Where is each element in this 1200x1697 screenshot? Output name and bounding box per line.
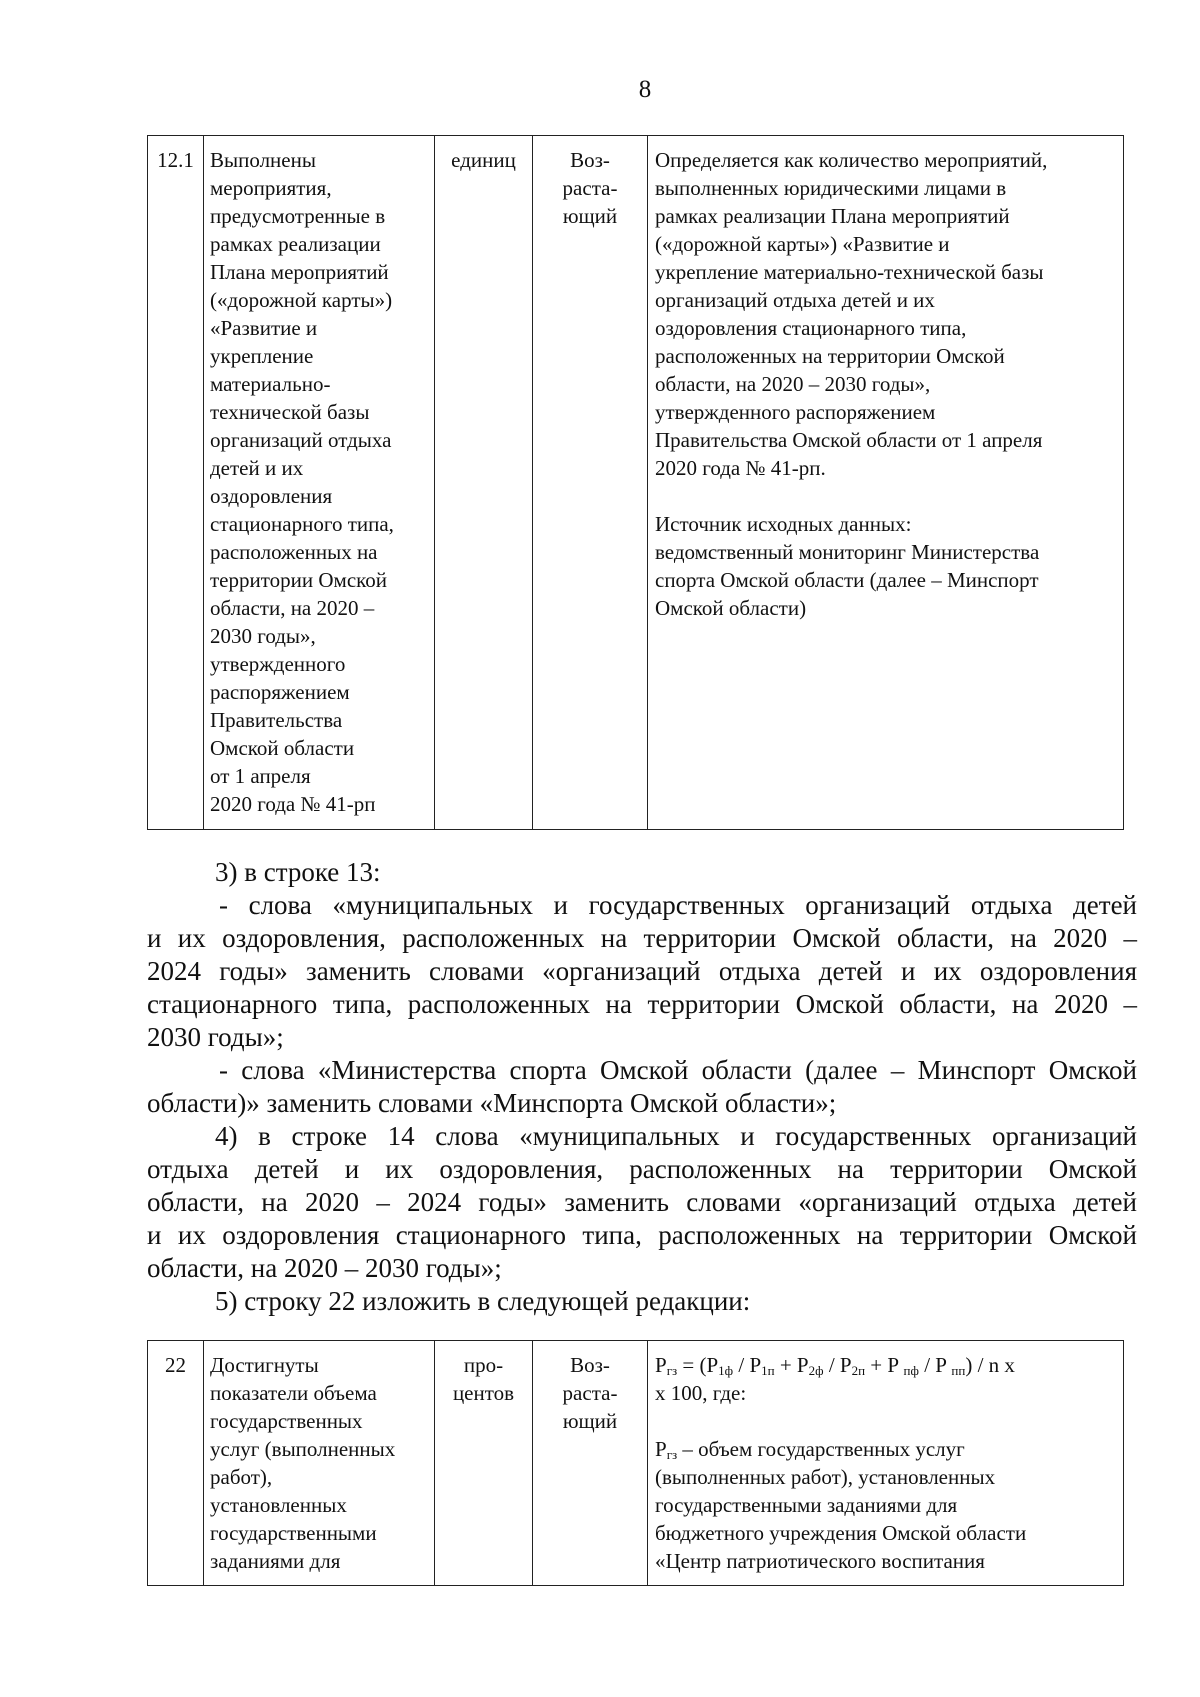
table-row bbox=[148, 1341, 1124, 1586]
paragraph-3-item-2: - слова «Министерства спорта Омской области (далее – Минспорт Омской области)» заменить словами «Минспорта Омской области»; bbox=[147, 1055, 1137, 1118]
indicator-table-row-22 bbox=[147, 1340, 1124, 1586]
trend-direction: Воз- раста- ющий bbox=[533, 136, 648, 830]
paragraph-3: 3) в строке 13: bbox=[215, 857, 381, 887]
definition-line: $P_{гз}$ – объем государственных услуг bbox=[655, 1437, 965, 1462]
indicator-name: Достигнуты показатели объема государственных услуг (выполненных работ), установленных государственными заданиями для bbox=[204, 1341, 435, 1586]
row-number: 12.1 bbox=[148, 136, 204, 830]
calculation-method: Определяется как количество мероприятий, выполненных юридическими лицами в рамках реализации Плана мероприятий («дорожной карты») «Развитие и укрепление материально-технической базы организаций отдыха детей и их оздоровления стационарного типа, расположенных на территории Омской области, на 2020 – 2030 годы», утвержденного распоряжением Правительства Омской области от 1 апреля 2020 года № 41-рп. Источник исходных данных: ведомственный мониторинг Министерства спорта Омской области (далее – Минспорт Омской области) bbox=[648, 136, 1124, 830]
paragraph-3-item-1: - слова «муниципальных и государственных организаций отдыха детей и их оздоровления, расположенных на территории Омской области, на 2020 – 2024 годы» заменить словами «организаций отдыха детей и их оздоровления стационарного типа, расположенных на территории Омской области, на 2020 – 2030 годы»; bbox=[147, 890, 1137, 1052]
indicator-name: Выполнены мероприятия, предусмотренные в рамках реализации Плана мероприятий («дорожной карты») «Развитие и укрепление материально- технической базы организаций отдыха детей и их оздоровления стационарного типа, расположенных на территории Омской области, на 2020 – 2030 годы», утвержденного распоряжением Правительства Омской области от 1 апреля 2020 года № 41-рп bbox=[204, 136, 435, 830]
unit-of-measure: про- центов bbox=[435, 1341, 533, 1586]
row-number: 22 bbox=[148, 1341, 204, 1586]
paragraph-5: 5) строку 22 изложить в следующей редакции: bbox=[215, 1286, 751, 1316]
table-row bbox=[148, 136, 1124, 830]
formula-line: $P_{гз} = (P_{1ф} / P_{1п} + P_{2ф} / P_{2п} + P$ $_{пф}$ / P $_{пп}$) / n x bbox=[655, 1353, 1015, 1378]
calculation-formula: $P_{гз} = (P_{1ф} / P_{1п} + P_{2ф} / P_{2п} + P$ $_{пф}$ / P $_{пп}$) / n x x 100, где: $P_{гз}$ – объем государственных услуг (выполненных работ), установленных государственными заданиями для бюджетного учреждения Омской области «Центр патриотического воспитания bbox=[648, 1341, 1124, 1586]
trend-direction: Воз- раста- ющий bbox=[533, 1341, 648, 1586]
page-number: 8 bbox=[638, 76, 652, 103]
indicator-table-row-12-1 bbox=[147, 135, 1124, 830]
unit-of-measure: единиц bbox=[435, 136, 533, 830]
paragraph-4: 4) в строке 14 слова «муниципальных и государственных организаций отдыха детей и их оздоровления, расположенных на территории Омской области, на 2020 – 2024 годы» заменить словами «организаций отдыха детей и их оздоровления стационарного типа, расположенных на территории Омской области, на 2020 – 2030 годы»; bbox=[147, 1121, 1137, 1283]
